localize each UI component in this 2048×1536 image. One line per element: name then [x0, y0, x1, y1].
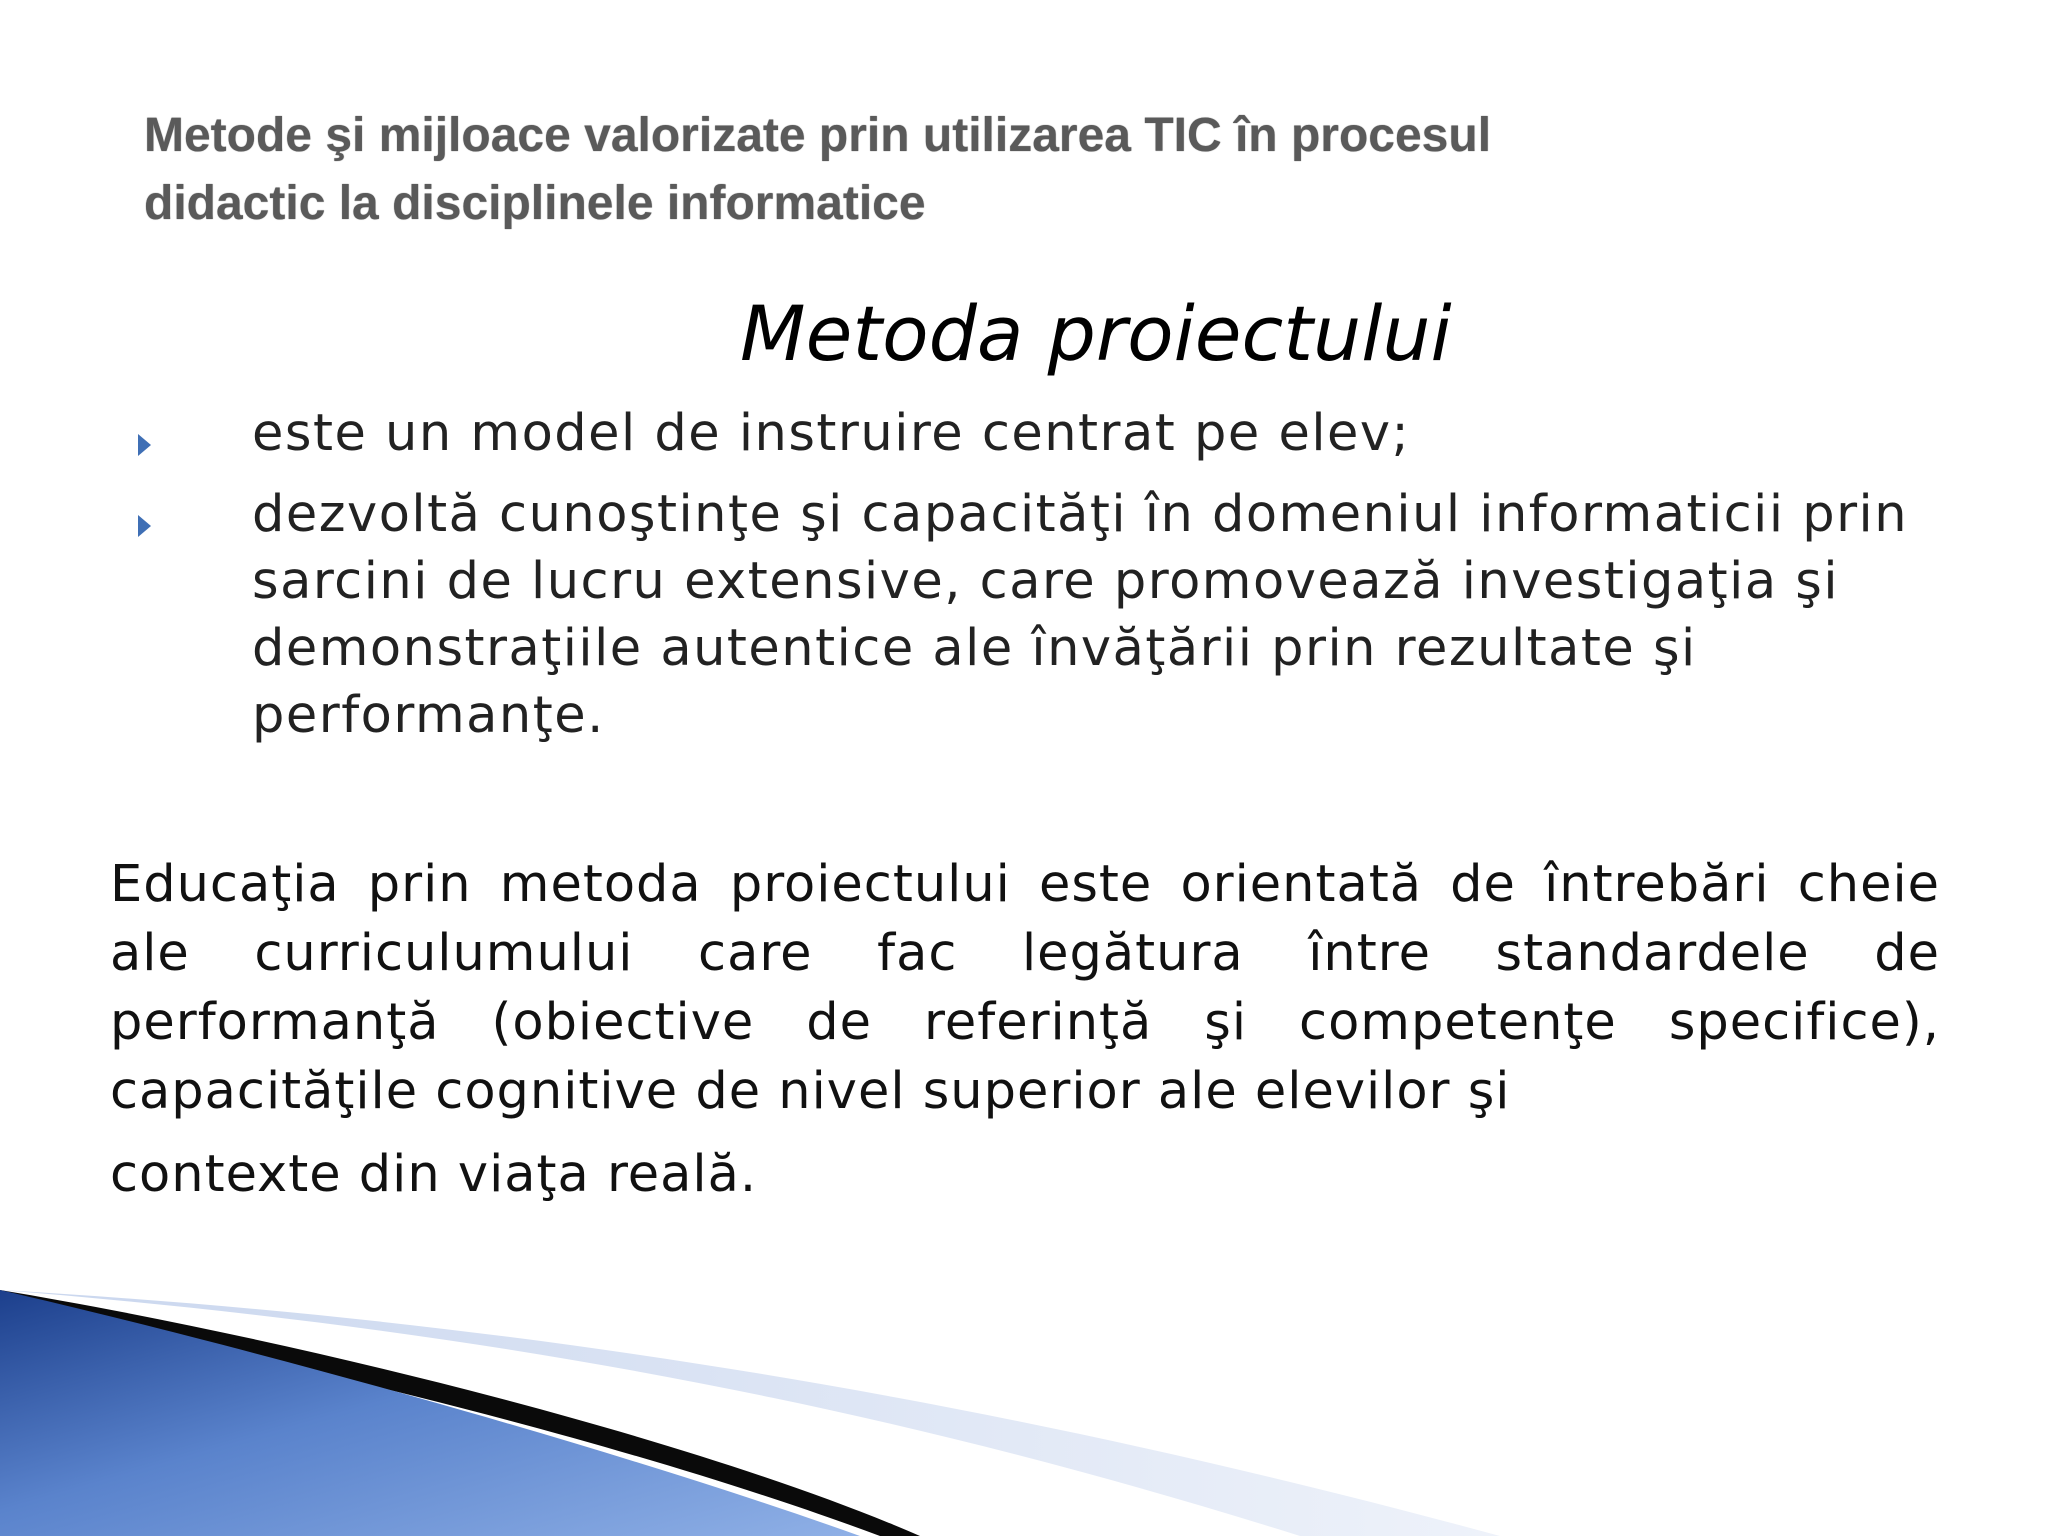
body-paragraph-text: Educaţia prin metoda proiectului este orientată de întrebări cheie ale curriculumului care fac legătura între standardele de performanţă (obiective de referinţă şi competenţe specifice), capacităţile cognitive de nivel superior ale elevilor şi	[110, 855, 1940, 1121]
slide-title-line-2: didactic la disciplinele informatice	[144, 177, 926, 230]
bullet-text: este un model de instruire centrat pe elev;	[252, 404, 1411, 463]
slide-subtitle: Metoda proiectului	[740, 289, 1452, 378]
bullet-item	[130, 481, 1950, 749]
body-paragraph-last-line: contexte din viaţa reală.	[110, 1145, 758, 1204]
triangle-bullet-icon	[138, 515, 151, 537]
bullet-text: dezvoltă cunoştinţe şi capacităţi în domeniul informaticii prin sarcini de lucru extensive, care promovează investigaţia şi demonstraţiile autentice ale învăţării prin rezultate şi performanţe.	[252, 485, 1909, 745]
body-paragraph	[110, 850, 1940, 1209]
slide-title	[144, 102, 1784, 238]
bullet-item	[130, 400, 1950, 467]
triangle-bullet-icon	[138, 434, 151, 456]
bullet-list	[130, 400, 1950, 763]
slide-title-line-1: Metode şi mijloace valorizate prin utilizarea TIC în procesul	[144, 109, 1492, 162]
decorative-swoosh	[0, 1290, 2048, 1536]
